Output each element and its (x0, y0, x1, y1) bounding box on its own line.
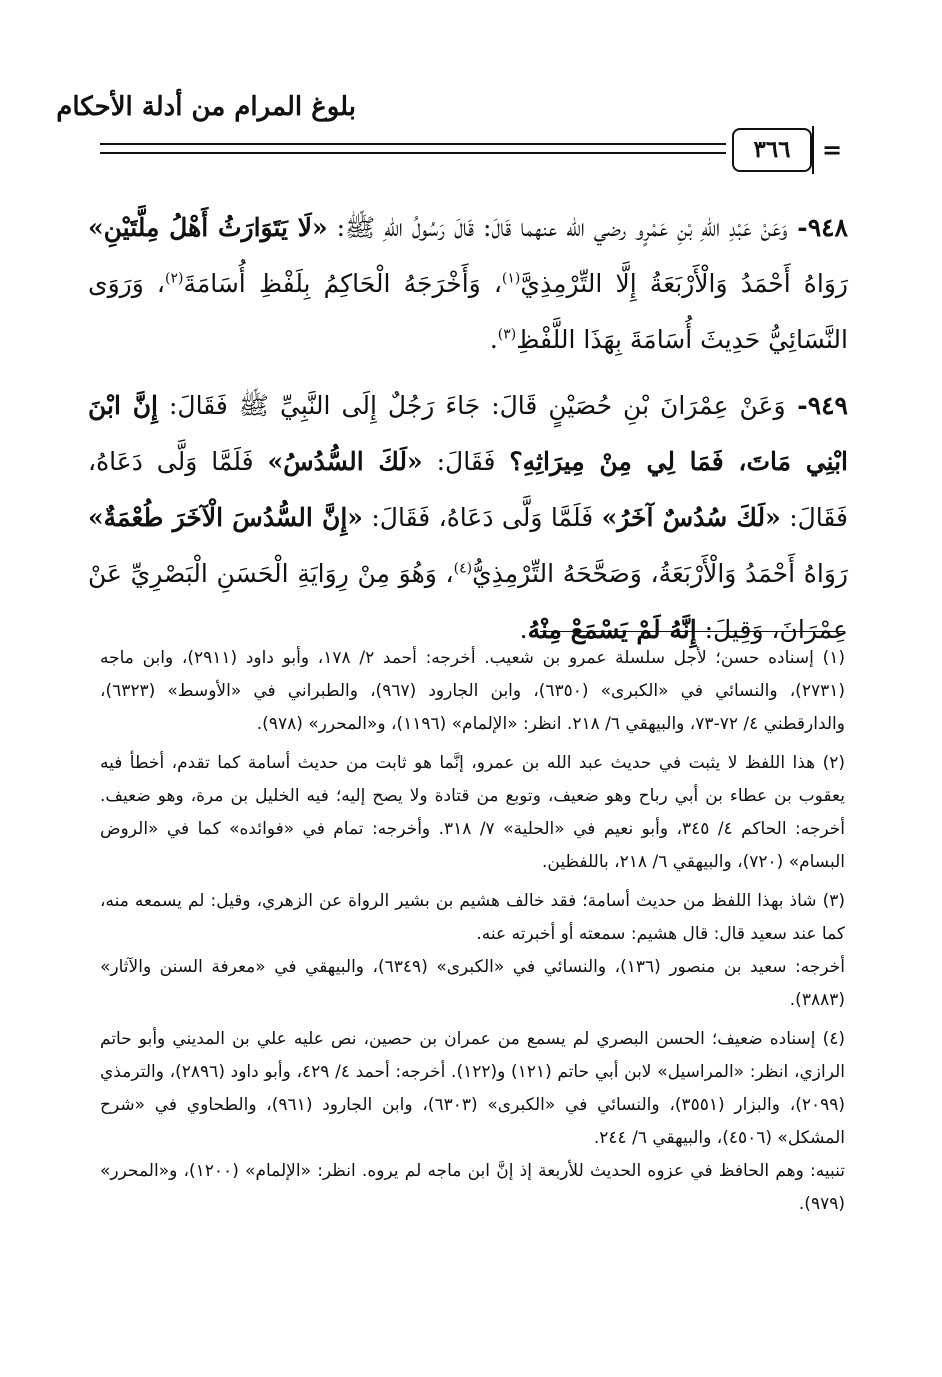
hadith-text: ، وَهُوَ مِنْ رِوَايَةِ الْحَسَنِ الْبَصْرِيِّ عَنْ عِمْرَانَ، وَقِيلَ: (88, 559, 848, 644)
hadith-948 (88, 200, 848, 368)
hadith-text: ، وَأَخْرَجَهُ الْحَاكِمُ بِلَفْظِ أُسَامَةَ (183, 269, 502, 298)
footnote-text: إسناده حسن؛ لأجل سلسلة عمرو بن شعيب. أخرجه: أحمد ٢/ ١٧٨، وأبو داود (٢٩١١)، وابن ماجه (٢٧٣١)، والنسائي في «الكبرى» (٦٣٥٠)، وابن الجارود (٩٦٧)، والطبراني في «الأوسط» (٦٣٢٣)، والدارقطني ٤/ ٧٢-٧٣، والبيهقي ٦/ ٢١٨. انظر: «الإلمام» (١١٩٦)، و«المحرر» (٩٧٨). (100, 648, 845, 734)
footnote-1 (100, 642, 845, 741)
hadith-number: ٩٤٨- (787, 213, 848, 242)
footnote-ref[interactable]: (٣) (497, 326, 517, 343)
header-rule-bottom (100, 152, 726, 154)
page-number: ٣٦٦ (732, 128, 812, 172)
footnote-ref[interactable]: (١) (501, 270, 521, 287)
hadith-text: رَوَاهُ أَحْمَدُ وَالْأَرْبَعَةُ إِلَّا التِّرْمِذِيَّ (520, 269, 848, 298)
hadith-text: فَلَمَّا وَلَّى دَعَاهُ، فَقَالَ: (362, 503, 602, 532)
footnote-ref[interactable]: (٤) (453, 560, 473, 577)
hadith-text: فَقَالَ: (422, 447, 510, 476)
footnote-text-extra: أخرجه: سعيد بن منصور (١٣٦)، والنسائي في «الكبرى» (٦٣٤٩)، والبيهقي في «معرفة السنن والآثار» (٣٨٨٣). (100, 957, 846, 1010)
footnote-4 (100, 1023, 845, 1221)
quoted-speech: إِنَّهُ لَمْ يَسْمَعْ مِنْهُ (527, 615, 697, 644)
hadith-text: وَعَنْ عَبْدِ اللهِ بْنِ عَمْرٍو رضي الله عنهما قَالَ: قَالَ رَسُولُ اللهِ ﷺ: (327, 213, 788, 242)
hadith-text: وَعَنْ عِمْرَانَ بْنِ حُصَيْنٍ قَالَ: جَاءَ رَجُلٌ إِلَى النَّبِيِّ ﷺ فَقَالَ: (158, 391, 786, 420)
running-title: بلوغ المرام من أدلة الأحكام (56, 92, 356, 122)
footnote-3 (100, 885, 845, 1017)
hadith-text: ، وَرَوَى النَّسَائِيُّ حَدِيثَ أُسَامَةَ بِهَذَا اللَّفْظِ (88, 269, 848, 354)
hadith-text: فَلَمَّا وَلَّى دَعَاهُ، فَقَالَ: (88, 447, 848, 532)
header-rule-top (100, 143, 726, 145)
hadith-number: ٩٤٩- (785, 391, 848, 420)
page-box-ornament (812, 126, 820, 174)
header-ornament: = (822, 135, 843, 164)
prophetic-quote: «إِنَّ السُّدُسَ الْآخَرَ طُعْمَةٌ» (88, 503, 363, 532)
hadith-text: . (489, 325, 498, 354)
hadith-949 (88, 378, 848, 658)
footnote-number: (١) (813, 648, 845, 668)
footnote-text: إسناده ضعيف؛ الحسن البصري لم يسمع من عمران بن حصين، نص عليه علي بن المديني وأبو حاتم الرازي، انظر: «المراسيل» لابن أبي حاتم (١٢١) و(١٢٢). أخرجه: أحمد ٤/ ٤٢٩، وأبو داود (٢٨٩٦)، والترمذي (٢٠٩٩)، والبزار (٣٥٥١)، والنسائي في «الكبرى» (٦٣٠٣)، وابن الجارود (٩٦١)، والطحاوي في «شرح المشكل» (٤٥٠٦)، والبيهقي ٦/ ٢٤٤. (100, 1029, 845, 1148)
footnote-number: (٤) (815, 1029, 845, 1049)
footnote-2 (100, 747, 845, 879)
prophetic-quote: «لَكَ السُّدُسُ» (267, 447, 423, 476)
prophetic-quote: «لَكَ سُدُسٌ آخَرُ» (601, 503, 781, 532)
hadith-text: . (519, 615, 528, 644)
footnote-text: شاذ بهذا اللفظ من حديث أسامة؛ فقد خالف هشيم بن بشير الرواة عن الزهري، وقيل: لم يسمعه منه، كما عند سعيد قال: قال هشيم: سمعته أو أخبرته عنه. (100, 891, 845, 944)
main-text (88, 200, 848, 668)
footnote-number: (٢) (815, 753, 845, 773)
hadith-text: رَوَاهُ أَحْمَدُ وَالْأَرْبَعَةُ، وَصَحَّحَهُ التِّرْمِذِيُّ (472, 559, 848, 588)
footnotes (100, 642, 845, 1227)
footnote-ref[interactable]: (٢) (164, 270, 184, 287)
quoted-speech: إِنَّ ابْنَ ابْنِي مَاتَ، فَمَا لِي مِنْ مِيرَاثِهِ؟ (88, 391, 849, 476)
footnote-number: (٣) (816, 891, 845, 911)
footnote-text: هذا اللفظ لا يثبت في حديث عبد الله بن عمرو، إنَّما هو ثابت من حديث أسامة كما تقدم، أخطأ فيه يعقوب بن عطاء بن أبي رباح وهو ضعيف، وتوبع من قتادة ولا يصح إليه؛ فيه الخليل بن مرة، وهو ضعيف. أخرجه: الحاكم ٤/ ٣٤٥، وأبو نعيم في «الحلية» ٧/ ٣١٨. وأخرجه: تمام في «فوائده» كما في «الروض البسام» (٧٢٠)، والبيهقي ٦/ ٢١٨، باللفظين. (100, 753, 845, 872)
footnote-separator (540, 631, 845, 632)
prophetic-quote: «لَا يَتَوَارَثُ أَهْلُ مِلَّتَيْنِ» (88, 213, 328, 242)
footnote-note: تنبيه: وهم الحافظ في عزوه الحديث للأربعة إذ إنَّ ابن ماجه لم يروه. انظر: «الإلمام» (١٢٠٠)، و«المحرر» (٩٧٩). (100, 1161, 846, 1214)
